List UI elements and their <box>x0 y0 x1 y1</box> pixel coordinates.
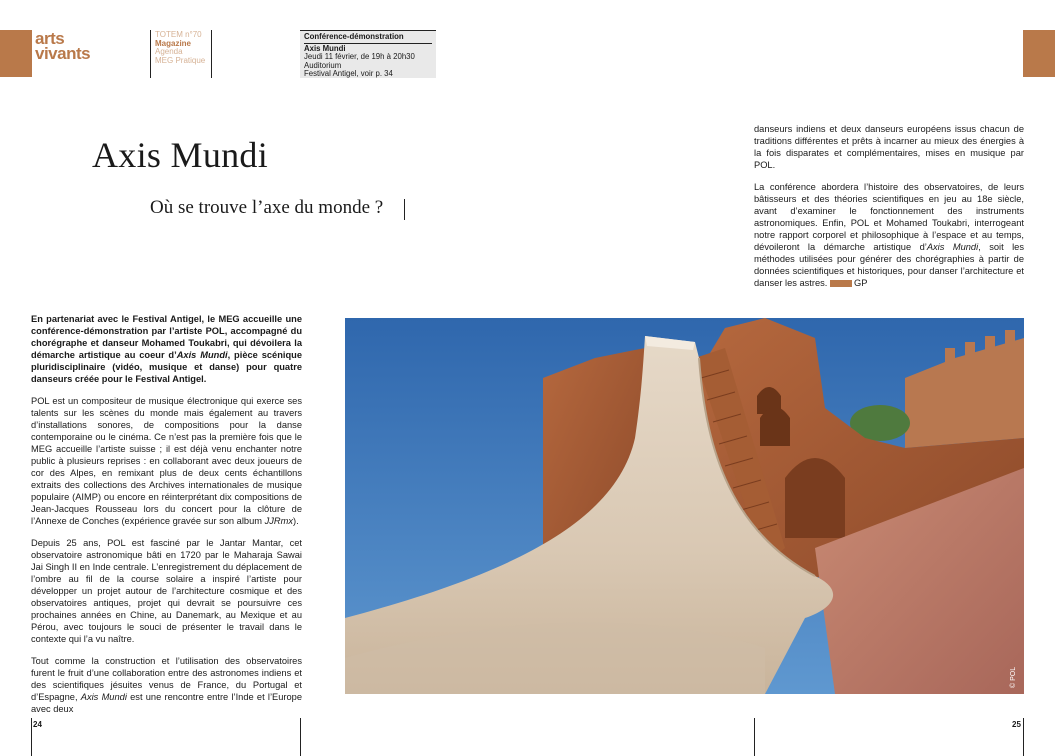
event-title: Axis Mundi <box>304 43 346 53</box>
section-label-line1: arts <box>35 29 65 48</box>
nav-meg-pratique[interactable]: MEG Pratique <box>155 55 206 65</box>
p3-text-2: est une rencontre entre l’Inde et l’Europe avec deux <box>31 692 302 714</box>
paragraph-3 <box>31 655 302 715</box>
page-number-left: 24 <box>33 720 42 729</box>
header-divider-2 <box>211 30 212 78</box>
section-label <box>35 31 90 61</box>
event-venue: Auditorium <box>304 60 342 70</box>
paragraph-r2 <box>754 181 1024 289</box>
r2-italic: Axis Mundi <box>926 242 979 252</box>
end-of-article-mark <box>830 280 852 287</box>
header-divider-1 <box>150 30 151 78</box>
article-title: Axis Mundi <box>92 135 269 175</box>
lead-text-1: En partenariat avec le Festival Antigel, le MEG accueille une conférence-démonstration par l’artiste POL, accompagné du chorégraphe et danseur Mohamed Toukabri, qui dévoilera la démarche artistique au coeur d’ <box>31 314 302 360</box>
text-cursor <box>404 199 405 220</box>
jantar-mantar-photo <box>345 318 1024 694</box>
p3-text-1: Tout comme la construction et l’utilisation des observatoires furent le fruit d’une collaboration entre des astronomes indiens et des scientifiques jésuites venus de France, du Portugal et d’Espagne, <box>31 656 302 702</box>
lead-paragraph <box>31 313 302 385</box>
p3-italic: Axis Mundi <box>80 692 127 702</box>
p1-text-1: POL est un compositeur de musique électronique qui exerce ses talents sur les scènes du monde mais également au travers d’installations sonores, de compositions pour la danse contemporaine ou le cinéma. Ce n’est pas la première fois que le MEG accueille l’artiste suisse ; il est déjà venu enchanter notre public à plusieurs reprises : en collaborant avec deux joueurs de cor des Alpes, en remixant plus de deux cents échantillons extraits des collections des Archives internationales de musique populaire (AIMP) ou encore en réinterprétant dix compositions de Jean-Jacques Rousseau lors du concert pour la clôture de l’Annexe de Conches (expérience gravée sur son album <box>31 396 302 526</box>
section-color-tab-right <box>1023 30 1055 77</box>
event-info-box <box>300 30 436 78</box>
article-column-left <box>31 313 302 725</box>
observatory-illustration <box>345 318 1024 694</box>
footer-divider-1 <box>31 718 32 756</box>
article-subtitle: Où se trouve l’axe du monde ? <box>150 197 384 218</box>
issue-label: TOTEM n°70 <box>155 30 202 39</box>
lead-italic: Axis Mundi <box>176 350 228 360</box>
footer-divider-2 <box>300 718 301 756</box>
event-type: Conférence-démonstration <box>304 32 404 41</box>
r2-text-2: , soit les méthodes utilisées pour générer des chorégraphies à partir de données scientifiques et historiques, pour danser l’architecture et danser les astres. <box>754 242 1025 288</box>
nav-agenda[interactable]: Agenda <box>155 47 183 56</box>
nav-magazine[interactable]: Magazine <box>155 38 192 48</box>
article-column-right <box>754 123 1024 299</box>
page-number-right: 25 <box>1012 720 1021 729</box>
p1-text-2: ). <box>293 516 299 526</box>
magazine-nav <box>155 31 205 65</box>
event-date: Jeudi 11 février, de 19h à 20h30 <box>304 52 415 62</box>
paragraph-1 <box>31 395 302 527</box>
photo-credit: © POL <box>1010 666 1017 688</box>
p1-italic: JJRmx <box>264 516 293 526</box>
event-festival: Festival Antigel, voir p. 34 <box>304 69 393 79</box>
paragraph-r1: danseurs indiens et deux danseurs européens issus chacun de traditions différentes et prêts à incarner au mieux des énergies à la fois disparates et complémentaires, mises en musique par POL. <box>754 124 1024 170</box>
author-signature: GP <box>853 278 868 288</box>
section-color-tab-left <box>0 30 32 77</box>
lead-text-2: , pièce scénique pluridisciplinaire (vidéo, musique et danse) pour quatre danseurs créée pour le Festival Antigel. <box>31 350 303 384</box>
footer-divider-3 <box>754 718 755 756</box>
section-label-line2: vivants <box>35 44 91 63</box>
paragraph-2: Depuis 25 ans, POL est fasciné par le Jantar Mantar, cet observatoire astronomique bâti en 1720 par le Maharaja Sawai Jai Singh II en Inde centrale. L’enregistrement du déplacement de l’ombre au fil de la course solaire a inspiré l’artiste pour développer un projet autour de l’architecture cosmique et des observatoires antiques, projet qui devrait se poursuivre ces prochaines années en Chine, au Danemark, au Mexique et au Pérou, avec toujours le souci de présenter le travail dans le contexte qui l’a vu naître. <box>31 538 302 644</box>
r2-text-1: La conférence abordera l’histoire des observatoires, de leurs bâtisseurs et des théories scientifiques en jeu au 18e siècle, avant d’examiner le fonctionnement des instruments astronomiques. Enfin, POL et Mohamed Toukabri, interrogeant notre rapport corporel et philosophique à l’espace et au temps, dévoileront la démarche artistique d’ <box>754 182 1024 252</box>
footer-divider-4 <box>1023 718 1024 756</box>
